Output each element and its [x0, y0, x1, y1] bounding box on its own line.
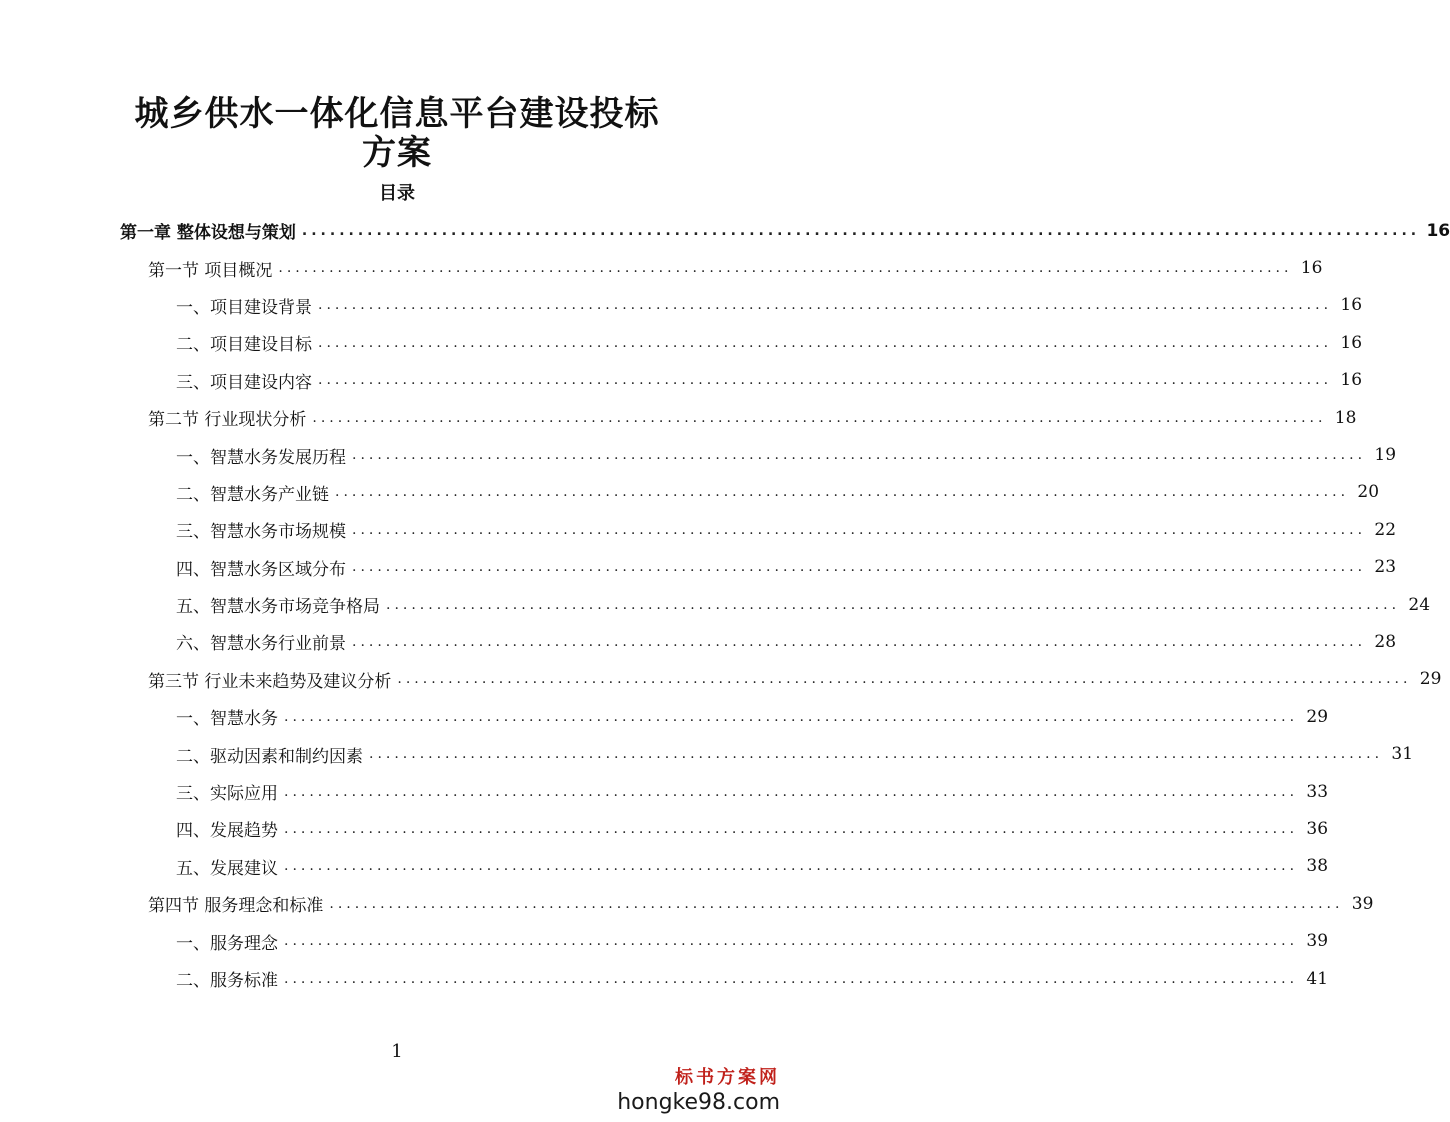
toc-entry[interactable] [0, 287, 1363, 324]
toc-entry-page: 31 [1391, 744, 1414, 765]
toc-dot-leader: ........................................................................................................................ [352, 521, 1367, 538]
toc-entry-page: 16 [1426, 220, 1450, 241]
toc-entry-label: 六、智慧水务行业前景 [176, 634, 346, 655]
toc-dot-leader: ........................................................................................................................ [278, 260, 1293, 277]
toc-dot-leader: ........................................................................................................................ [318, 334, 1333, 351]
toc-entry[interactable] [0, 399, 1357, 436]
toc-entry-label: 五、智慧水务市场竞争格局 [176, 597, 380, 618]
toc-entry-page: 24 [1408, 594, 1431, 615]
toc-entry[interactable] [0, 474, 1380, 511]
toc-dot-leader: ........................................................................................................................ [352, 633, 1367, 650]
toc-entry[interactable] [0, 735, 1414, 772]
toc-entry-label: 三、项目建设内容 [176, 372, 312, 393]
toc-entry[interactable] [0, 773, 1329, 810]
toc-dot-leader: ........................................................................................................................ [335, 484, 1350, 501]
toc-entry-label: 第一章 整体设想与策划 [120, 223, 296, 244]
toc-entry-page: 18 [1334, 407, 1357, 428]
toc-entry-label: 四、发展趋势 [176, 821, 278, 842]
toc-entry-label: 二、智慧水务产业链 [176, 484, 329, 505]
toc-entry[interactable] [0, 698, 1329, 735]
toc-entry[interactable] [0, 810, 1329, 847]
document-title-line-1: 城乡供水一体化信息平台建设投标 [134, 94, 660, 134]
toc-dot-leader: ........................................................................................................................ [301, 222, 1421, 239]
toc-dot-leader: ........................................................................................................................ [369, 746, 1384, 763]
toc-entry-page: 29 [1419, 669, 1442, 690]
toc-entry-label: 一、项目建设背景 [176, 297, 312, 318]
toc-entry-label: 一、智慧水务发展历程 [176, 447, 346, 468]
toc-entry-label: 第二节 行业现状分析 [148, 410, 307, 431]
watermark-brand: 标书方案网 [675, 1067, 780, 1088]
toc-entry-page: 29 [1306, 706, 1329, 727]
toc-entry[interactable] [0, 324, 1363, 361]
toc-dot-leader: ........................................................................................................................ [318, 297, 1333, 314]
document-title-line-2: 方案 [362, 133, 432, 173]
toc-dot-leader: ........................................................................................................................ [352, 447, 1367, 464]
toc-entry[interactable] [0, 885, 1374, 922]
toc-entry-page: 16 [1340, 370, 1363, 391]
toc-entry-label: 第三节 行业未来趋势及建议分析 [148, 671, 392, 692]
toc-entry-label: 第四节 服务理念和标准 [148, 896, 324, 917]
toc-dot-leader: ........................................................................................................................ [284, 858, 1299, 875]
toc-dot-leader: ........................................................................................................................ [284, 708, 1299, 725]
toc-entry[interactable] [0, 362, 1363, 399]
toc-entry-page: 20 [1357, 482, 1380, 503]
toc-dot-leader: ........................................................................................................................ [284, 783, 1299, 800]
toc-entry[interactable] [0, 511, 1397, 548]
toc-entry[interactable] [0, 623, 1397, 660]
toc-entry[interactable] [0, 960, 1329, 997]
toc-entry[interactable] [0, 436, 1397, 473]
table-of-contents [0, 212, 1450, 997]
toc-entry-page: 22 [1374, 519, 1397, 540]
toc-entry-label: 五、发展建议 [176, 858, 278, 879]
toc-entry-page: 33 [1306, 781, 1329, 802]
toc-dot-leader: ........................................................................................................................ [284, 970, 1299, 987]
toc-entry-page: 38 [1306, 856, 1329, 877]
page-number: 1 [391, 1041, 403, 1062]
toc-entry-page: 16 [1300, 258, 1323, 279]
toc-entry-page: 16 [1340, 332, 1363, 353]
toc-entry-label: 三、实际应用 [176, 784, 278, 805]
toc-dot-leader: ........................................................................................................................ [312, 409, 1327, 426]
toc-dot-leader: ........................................................................................................................ [284, 933, 1299, 950]
toc-entry-page: 39 [1306, 931, 1329, 952]
toc-entry-label: 二、驱动因素和制约因素 [176, 746, 363, 767]
toc-entry-label: 二、服务标准 [176, 971, 278, 991]
toc-entry-page: 19 [1374, 445, 1397, 466]
toc-entry[interactable] [0, 549, 1397, 586]
toc-entry-page: 16 [1340, 295, 1363, 316]
toc-heading: 目录 [379, 183, 415, 204]
toc-entry-label: 三、智慧水务市场规模 [176, 522, 346, 543]
toc-entry[interactable] [0, 586, 1431, 623]
toc-dot-leader: ........................................................................................................................ [284, 820, 1299, 837]
toc-entry[interactable] [0, 922, 1329, 959]
toc-entry-label: 第一节 项目概况 [148, 260, 273, 281]
toc-entry[interactable] [0, 848, 1329, 885]
toc-dot-leader: ........................................................................................................................ [329, 895, 1344, 912]
toc-entry-page: 23 [1374, 557, 1397, 578]
watermark [617, 1066, 780, 1116]
watermark-url: hongke98.com [617, 1090, 780, 1115]
toc-entry-page: 41 [1306, 968, 1329, 989]
toc-dot-leader: ........................................................................................................................ [318, 372, 1333, 389]
toc-dot-leader: ........................................................................................................................ [386, 596, 1401, 613]
toc-dot-leader: ........................................................................................................................ [397, 671, 1412, 688]
toc-entry-label: 四、智慧水务区域分布 [176, 559, 346, 580]
toc-entry-label: 一、服务理念 [176, 933, 278, 954]
toc-entry-page: 28 [1374, 631, 1397, 652]
toc-dot-leader: ........................................................................................................................ [352, 559, 1367, 576]
toc-entry[interactable] [0, 661, 1442, 698]
toc-entry-label: 一、智慧水务 [176, 709, 278, 730]
toc-entry[interactable] [0, 249, 1323, 286]
toc-entry-label: 二、项目建设目标 [176, 335, 312, 356]
toc-entry-page: 36 [1306, 818, 1329, 839]
toc-entry-page: 39 [1351, 893, 1374, 914]
toc-entry[interactable] [0, 212, 1450, 249]
